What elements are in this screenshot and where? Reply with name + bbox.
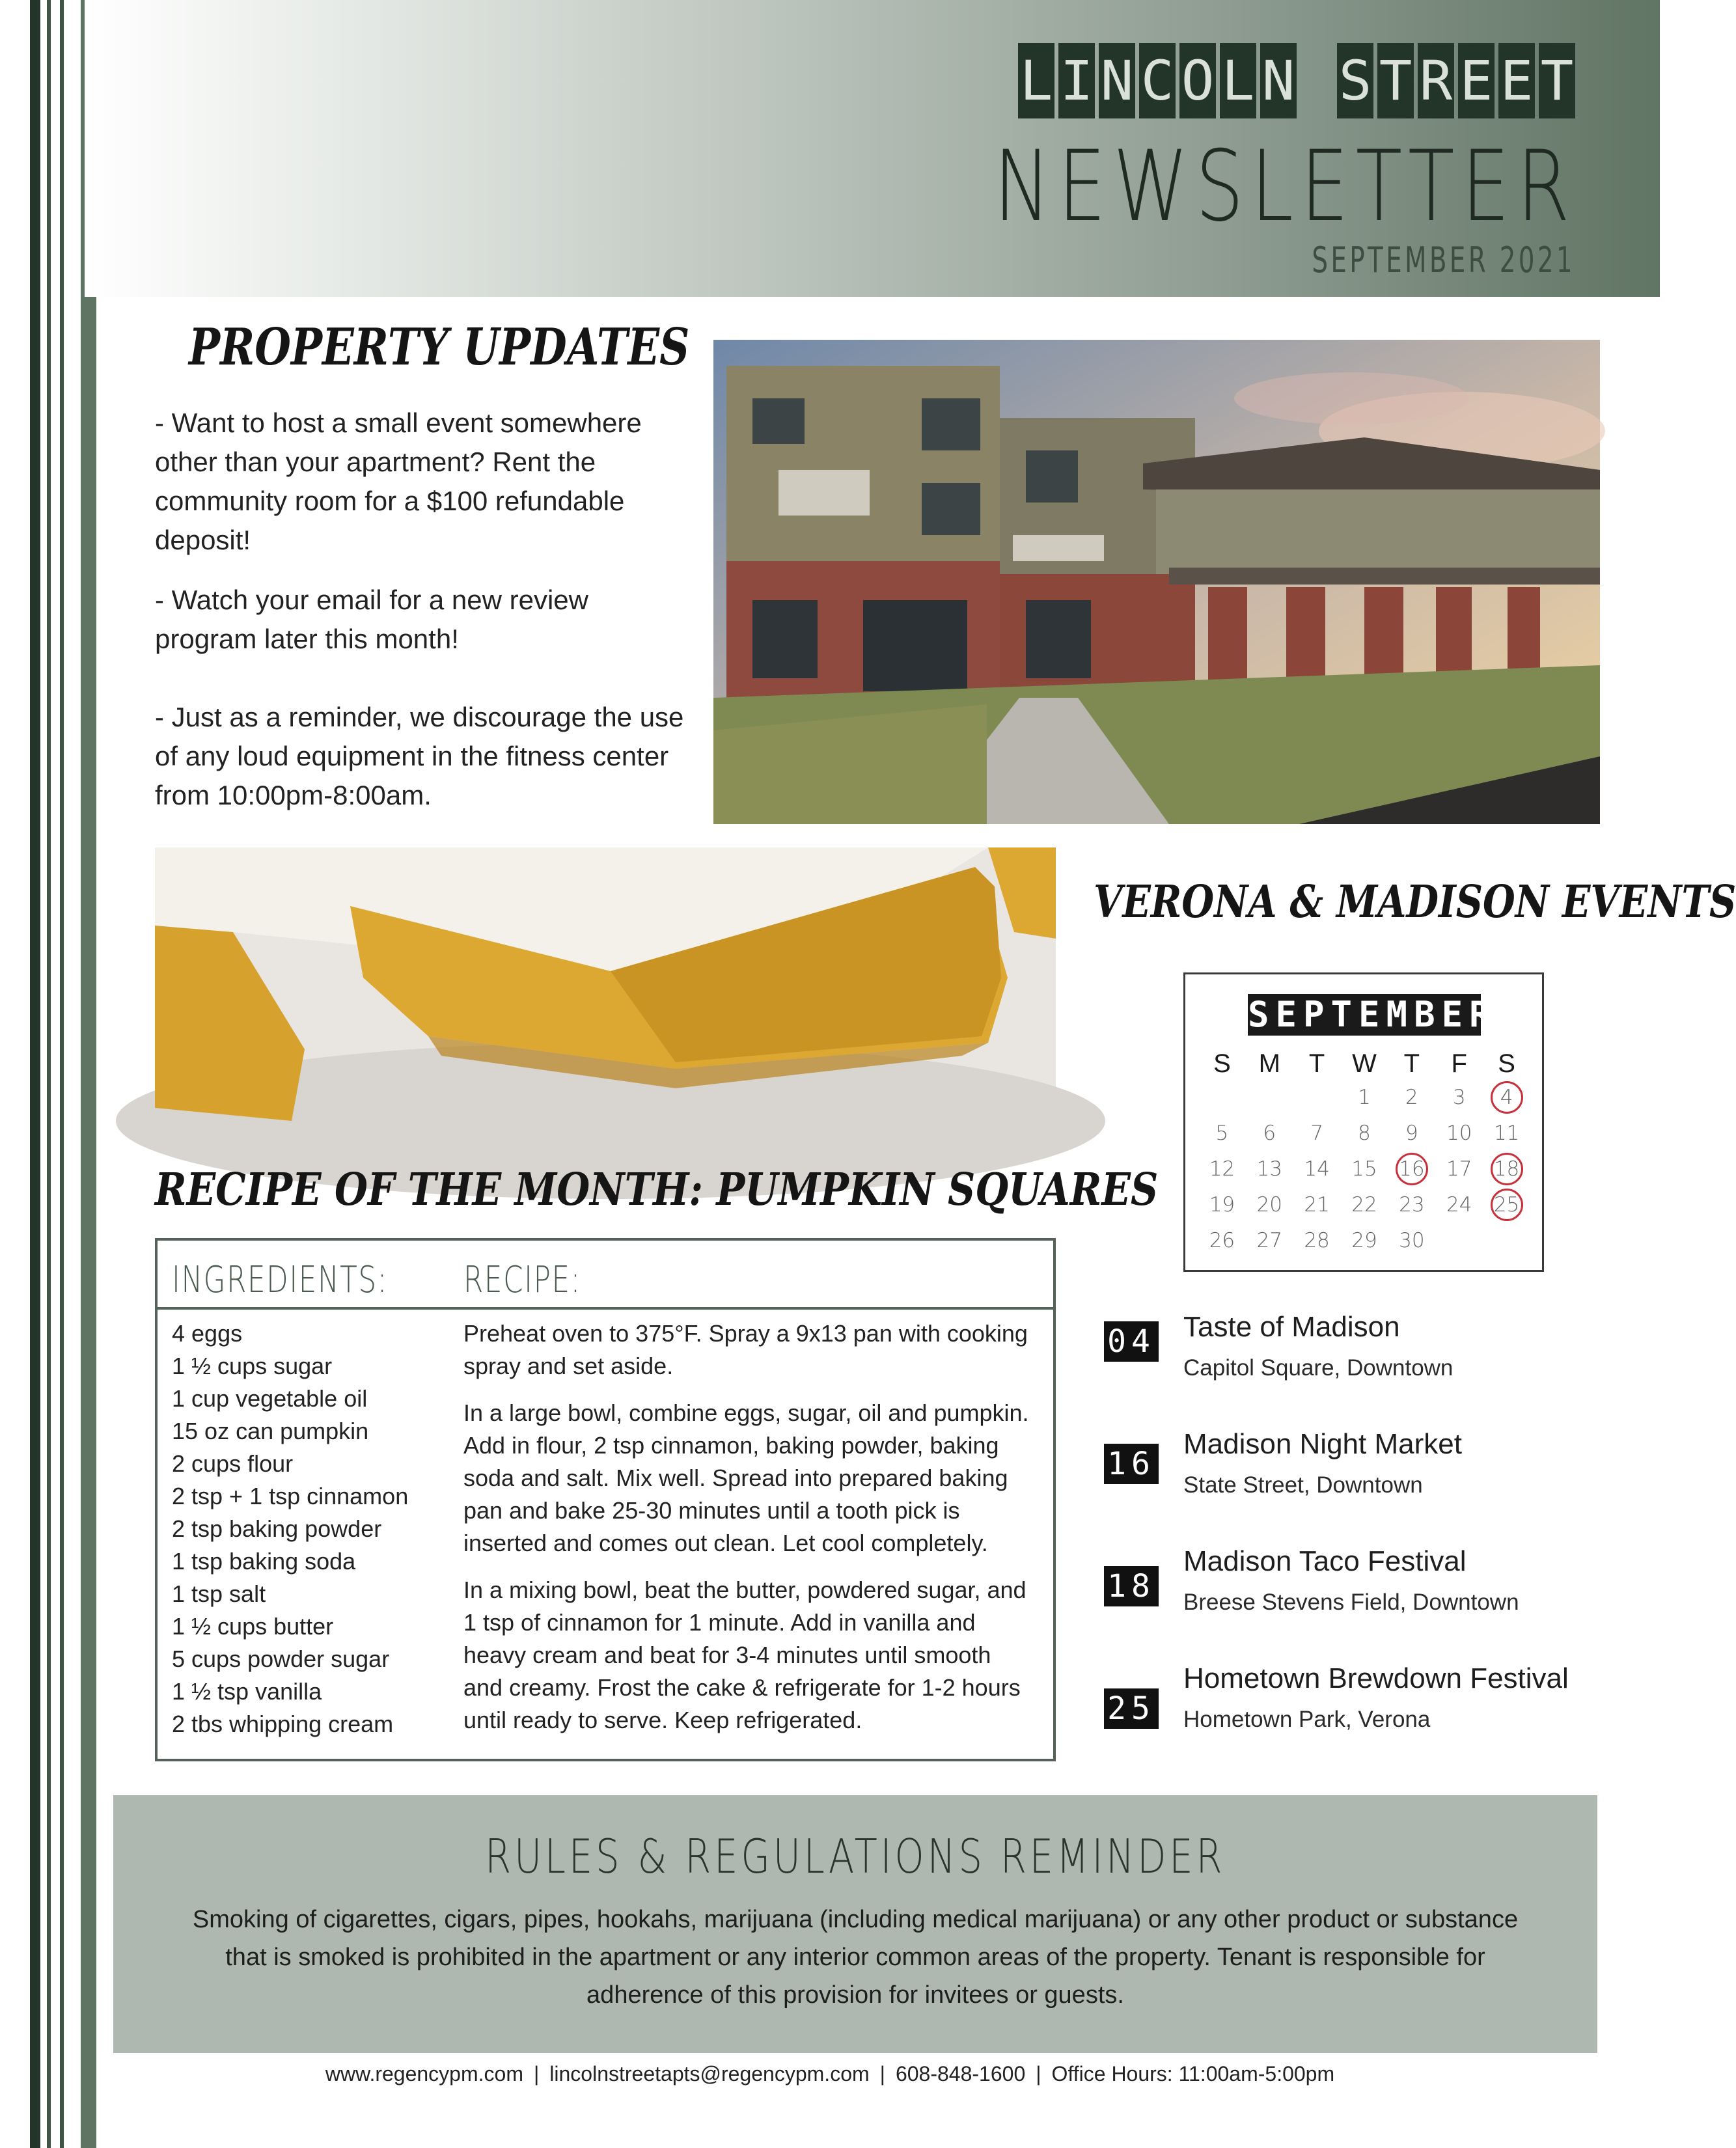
update-item: - Just as a reminder, we discourage the use of any loud equipment in the fitness center from 10:00pm-8:00am.: [155, 702, 684, 810]
calendar-day: [1198, 1151, 1246, 1187]
weekday-label: S: [1213, 1049, 1231, 1078]
newsletter-header: [85, 0, 1660, 297]
rules-heading-text: RULES & REGULATIONS REMINDER: [485, 1829, 1226, 1884]
ingredient-item: 1 tsp salt: [172, 1580, 266, 1607]
calendar-day-number: 8: [1358, 1122, 1371, 1145]
apartment-building-photo: [713, 340, 1600, 824]
calendar-day: [1435, 1080, 1483, 1116]
calendar-day-number: 9: [1405, 1122, 1418, 1145]
calendar-day-number: 6: [1263, 1122, 1276, 1145]
masthead-letter-tile: R: [1418, 43, 1454, 118]
calendar-day: [1246, 1187, 1293, 1223]
masthead-letter-tile: N: [1260, 43, 1297, 118]
event-location: Hometown Park, Verona: [1183, 1707, 1431, 1732]
rules-heading: [113, 1829, 1597, 1884]
calendar-empty-cell: [1246, 1080, 1293, 1116]
rules-text: Smoking of cigarettes, cigars, pipes, hookahs, marijuana (including medical marijuana) or any other product or substance that is smoked is prohibited in the apartment or any interior common areas of the property. Tenant is responsible for adherence of this provision for invitees or guests.: [192, 1906, 1519, 2009]
calendar-empty-cell: [1198, 1080, 1246, 1116]
calendar-day-highlighted: [1483, 1187, 1530, 1223]
property-updates-heading: PROPERTY UPDATES: [189, 318, 690, 377]
event-date-badge: 04: [1104, 1321, 1159, 1362]
recipe-step: In a large bowl, combine eggs, sugar, oil and pumpkin. Add in flour, 2 tsp cinnamon, baking powder, baking soda and salt. Mix well. Spread into prepared baking pan and bake 25-30 minutes until a tooth pick is inserted and comes out clean. Let cool completely.: [463, 1399, 1029, 1556]
update-item: - Watch your email for a new review program later this month!: [155, 585, 588, 654]
calendar-day-number: 15: [1351, 1157, 1377, 1181]
calendar-day-number: 1: [1358, 1086, 1371, 1109]
recipe-step: In a mixing bowl, beat the butter, powdered sugar, and 1 tsp of cinnamon for 1 minute. Add in vanilla and heavy cream and beat for 3-4 minutes until smooth and creamy. Frost the cake & refrigerate for 1-2 hours until ready to serve. Keep refrigerated.: [463, 1577, 1026, 1733]
ingredient-item: 2 tsp + 1 tsp cinnamon: [172, 1483, 409, 1509]
ingredient-item: 1 cup vegetable oil: [172, 1385, 368, 1412]
calendar-day: [1435, 1187, 1483, 1223]
calendar-day: [1246, 1223, 1293, 1259]
masthead-space: [1301, 43, 1333, 118]
property-updates-list: [155, 404, 695, 836]
calendar-day: [1341, 1187, 1388, 1223]
calendar-day-number: 29: [1351, 1229, 1377, 1252]
calendar-day-number: 27: [1256, 1229, 1282, 1252]
masthead-letter-tile: L: [1018, 43, 1054, 118]
masthead-subtitle: NEWSLETTER: [993, 130, 1577, 243]
event-date-badge: 25: [1104, 1688, 1159, 1729]
calendar-day-number: 21: [1304, 1193, 1330, 1217]
ingredient-item: 5 cups powder sugar: [172, 1645, 390, 1672]
calendar-day-number: 3: [1452, 1086, 1466, 1109]
weekday-label: T: [1308, 1049, 1325, 1078]
event-location: Breese Stevens Field, Downtown: [1183, 1590, 1519, 1615]
event-date-badge: 18: [1104, 1566, 1159, 1606]
issue-date: SEPTEMBER 2021: [1312, 240, 1575, 281]
calendar-empty-cell: [1293, 1080, 1341, 1116]
calendar-day: [1341, 1223, 1388, 1259]
footer-separator: |: [879, 2062, 885, 2086]
masthead-letter-tile: T: [1539, 43, 1575, 118]
footer-separator: |: [533, 2062, 540, 2086]
event-name: Hometown Brewdown Festival: [1183, 1662, 1569, 1694]
calendar-day: [1435, 1151, 1483, 1187]
contact-footer: [0, 2062, 1660, 2086]
recipe-steps-header: RECIPE:: [463, 1259, 581, 1301]
september-calendar: [1183, 972, 1544, 1272]
weekday-label: F: [1451, 1049, 1467, 1078]
calendar-day: [1198, 1116, 1246, 1151]
office-hours: Office Hours: 11:00am-5:00pm: [1051, 2062, 1335, 2086]
masthead-letter-tile: E: [1498, 43, 1535, 118]
calendar-day-number: 10: [1446, 1122, 1472, 1145]
recipe-steps: [463, 1317, 1036, 1751]
masthead-letter-tile: T: [1377, 43, 1414, 118]
calendar-day: [1341, 1116, 1388, 1151]
calendar-day-number: 5: [1215, 1122, 1229, 1145]
calendar-day-number: 24: [1446, 1193, 1472, 1217]
masthead-letter-tile: E: [1458, 43, 1495, 118]
ingredient-item: 15 oz can pumpkin: [172, 1418, 369, 1444]
calendar-day: [1246, 1151, 1293, 1187]
calendar-day-number: 25: [1491, 1189, 1523, 1221]
ingredient-item: 1 ½ tsp vanilla: [172, 1678, 322, 1705]
left-stripe-4: [81, 0, 96, 2148]
calendar-day-number: 2: [1405, 1086, 1418, 1109]
ingredient-item: 1 ½ cups sugar: [172, 1353, 333, 1379]
left-stripe-1: [30, 0, 40, 2148]
event-name: Madison Night Market: [1183, 1428, 1462, 1460]
calendar-day-number: 20: [1256, 1193, 1282, 1217]
calendar-day: [1435, 1116, 1483, 1151]
ingredient-item: 4 eggs: [172, 1320, 243, 1347]
calendar-day: [1246, 1116, 1293, 1151]
calendar-day: [1388, 1187, 1435, 1223]
event-name: Madison Taco Festival: [1183, 1545, 1467, 1577]
masthead-title: [1018, 43, 1575, 118]
calendar-grid: [1198, 1047, 1530, 1259]
ingredients-header: INGREDIENTS:: [172, 1259, 388, 1301]
masthead-letter-tile: L: [1220, 43, 1256, 118]
calendar-month-label: SEPTEMBER: [1248, 994, 1497, 1035]
event-location: State Street, Downtown: [1183, 1472, 1423, 1498]
calendar-day: [1293, 1116, 1341, 1151]
weekday-label: T: [1403, 1049, 1420, 1078]
calendar-day-number: 7: [1310, 1122, 1323, 1145]
event-date-badge: 16: [1104, 1444, 1159, 1484]
weekday-label: M: [1258, 1049, 1280, 1078]
calendar-day: [1388, 1223, 1435, 1259]
calendar-day: [1293, 1223, 1341, 1259]
weekday-label: S: [1498, 1049, 1515, 1078]
ingredients-list: [172, 1317, 445, 1741]
ingredient-item: 2 tsp baking powder: [172, 1515, 382, 1542]
website-link[interactable]: www.regencypm.com: [325, 2062, 523, 2086]
calendar-day: [1341, 1080, 1388, 1116]
calendar-day-number: 18: [1491, 1153, 1523, 1185]
masthead-letter-tile: C: [1139, 43, 1176, 118]
calendar-day-highlighted: [1483, 1080, 1530, 1116]
pumpkin-squares-photo: [155, 847, 1056, 1144]
calendar-day: [1483, 1116, 1530, 1151]
event-location: Capitol Square, Downtown: [1183, 1355, 1454, 1381]
calendar-day: [1388, 1080, 1435, 1116]
update-item: - Want to host a small event somewhere other than your apartment? Rent the community room for a $100 refundable deposit!: [155, 407, 642, 555]
masthead-letter-tile: I: [1058, 43, 1095, 118]
calendar-day-number: 23: [1399, 1193, 1425, 1217]
calendar-day-number: 12: [1209, 1157, 1235, 1181]
calendar-day-number: 26: [1209, 1229, 1235, 1252]
calendar-day-number: 28: [1304, 1229, 1330, 1252]
calendar-day-highlighted: [1483, 1151, 1530, 1187]
email-link[interactable]: lincolnstreetapts@regencypm.com: [549, 2062, 870, 2086]
recipe-heading: RECIPE OF THE MONTH: PUMPKIN SQUARES: [155, 1164, 1159, 1216]
calendar-day-highlighted: [1388, 1151, 1435, 1187]
masthead-letter-tile: O: [1179, 43, 1216, 118]
calendar-day: [1198, 1223, 1246, 1259]
recipe-header-divider: [158, 1307, 1053, 1310]
calendar-day-number: 30: [1399, 1229, 1425, 1252]
ingredient-item: 1 tsp baking soda: [172, 1548, 356, 1575]
calendar-day-number: 4: [1491, 1081, 1523, 1114]
phone-number[interactable]: 608-848-1600: [895, 2062, 1026, 2086]
calendar-day: [1293, 1151, 1341, 1187]
calendar-day-number: 22: [1351, 1193, 1377, 1217]
calendar-day: [1198, 1187, 1246, 1223]
calendar-day-number: 14: [1304, 1157, 1330, 1181]
calendar-day: [1341, 1151, 1388, 1187]
ingredient-item: 1 ½ cups butter: [172, 1613, 334, 1640]
recipe-step: Preheat oven to 375°F. Spray a 9x13 pan with cooking spray and set aside.: [463, 1320, 1028, 1379]
event-name: Taste of Madison: [1183, 1311, 1400, 1343]
footer-separator: |: [1036, 2062, 1041, 2086]
calendar-day-number: 11: [1493, 1122, 1520, 1145]
calendar-day: [1388, 1116, 1435, 1151]
left-stripe-2: [47, 0, 51, 2148]
calendar-day: [1293, 1187, 1341, 1223]
recipe-box: [155, 1238, 1056, 1761]
masthead-letter-tile: N: [1099, 43, 1135, 118]
calendar-day-number: 16: [1396, 1153, 1428, 1185]
rules-reminder-panel: [113, 1795, 1597, 2053]
calendar-day-number: 17: [1446, 1157, 1472, 1181]
ingredient-item: 2 tbs whipping cream: [172, 1711, 394, 1737]
calendar-day-number: 19: [1209, 1193, 1235, 1217]
ingredient-item: 2 cups flour: [172, 1450, 294, 1477]
masthead-letter-tile: S: [1337, 43, 1373, 118]
calendar-day-number: 13: [1256, 1157, 1282, 1181]
weekday-label: W: [1352, 1049, 1377, 1078]
events-heading: VERONA & MADISON EVENTS: [1094, 876, 1736, 928]
left-stripe-3: [60, 0, 64, 2148]
